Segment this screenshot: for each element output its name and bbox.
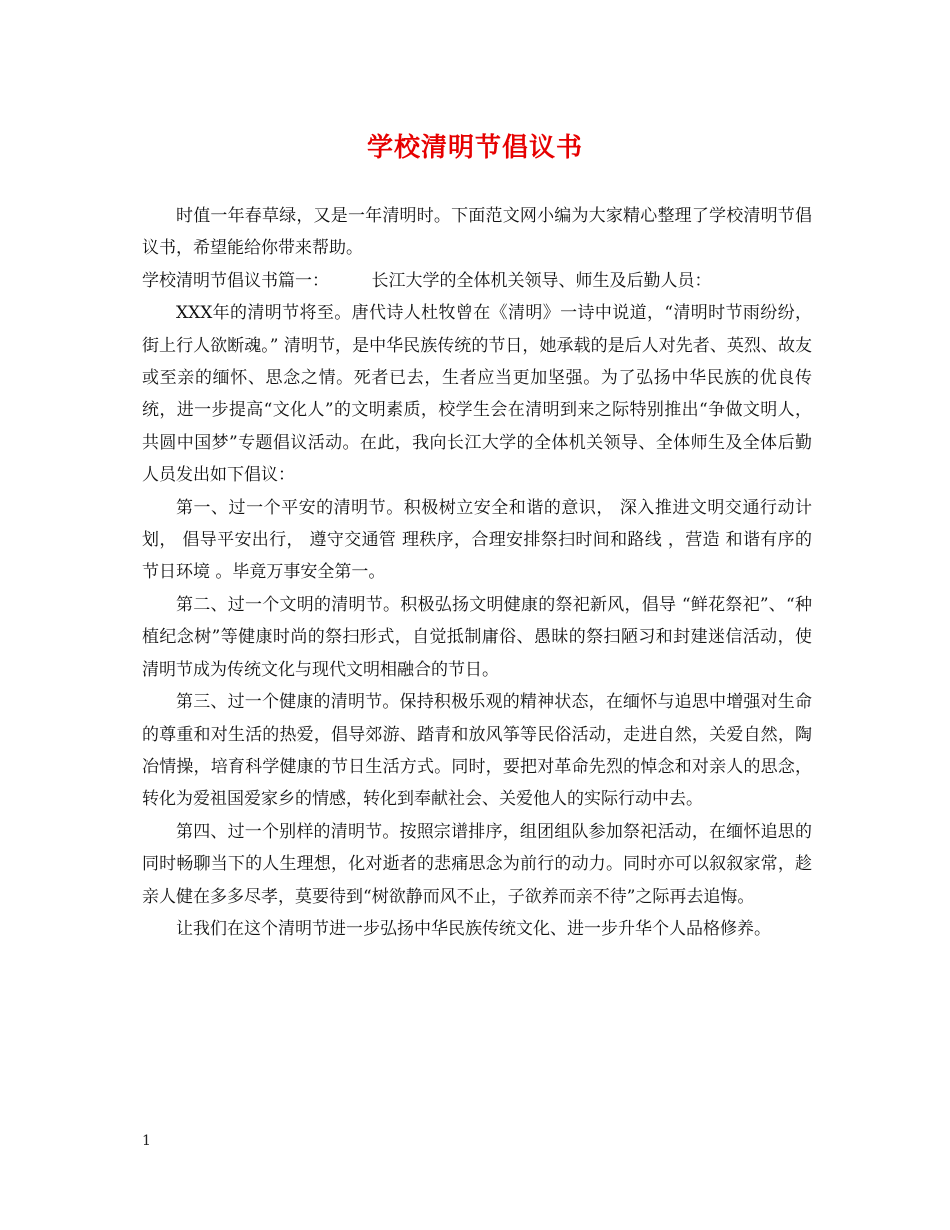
page-number: 1 (142, 1133, 151, 1149)
salutation-line: 学校清明节倡议书篇一： 长江大学的全体机关领导、师生及后勤人员： (142, 270, 712, 291)
document-body (142, 200, 812, 945)
closing-paragraph: 让我们在这个清明节进一步弘扬中华民族传统文化、进一步升华个人品格修养。 (176, 918, 771, 939)
proposal-one-paragraph: 第一、过一个平安的清明节。积极树立安全和谐的意识， 深入推进文明交通行动计划， 倡导平安出行， 遵守交通管 理秩序，合理安排祭扫时间和路线 ，营造 和谐有序的节日环境 。毕竟万事安全第一。 (142, 497, 812, 583)
document-title: 学校清明节倡议书 (366, 133, 583, 163)
proposal-three-paragraph: 第三、过一个健康的清明节。保持积极乐观的精神状态，在缅怀与追思中增强对生命的尊重和对生活的热爱，倡导郊游、踏青和放风筝等民俗活动，走进自然，关爱自然，陶冶情操，培育科学健康的节日生活方式。同时，要把对革命先烈的悼念和对亲人的思念，转化为爱祖国爱家乡的情感，转化到奉献社会、关爱他人的实际行动中去。 (142, 692, 812, 810)
intro-paragraph: 时值一年春草绿，又是一年清明时。下面范文网小编为大家精心整理了学校清明节倡议书，希望能给你带来帮助。 (142, 206, 812, 259)
proposal-four-paragraph: 第四、过一个别样的清明节。按照宗谱排序，组团组队参加祭祀活动，在缅怀追思的同时畅聊当下的人生理想，化对逝者的悲痛思念为前行的动力。同时亦可以叙叙家常，趁亲人健在多多尽孝，莫要待到“树欲静而风不止，子欲养而亲不待”之际再去追悔。 (142, 821, 812, 907)
opening-paragraph: XXX年的清明节将至。唐代诗人杜牧曾在《清明》一诗中说道，“清明时节雨纷纷，街上行人欲断魂。” 清明节，是中华民族传统的节日，她承载的是后人对先者、英烈、故友或至亲的缅怀、思念之情。死者已去，生者应当更加坚强。为了弘扬中华民族的优良传统，进一步提高“文化人”的文明素质，校学生会在清明到来之际特别推出“争做文明人，共圆中国梦”专题倡议活动。在此，我向长江大学的全体机关领导、全体师生及全体后勤人员发出如下倡议： (142, 303, 812, 486)
proposal-two-paragraph: 第二、过一个文明的清明节。积极弘扬文明健康的祭祀新风，倡导 “鲜花祭祀”、“种植纪念树”等健康时尚的祭扫形式，自觉抵制庸俗、愚昧的祭扫陋习和封建迷信活动，使清明节成为传统文化与现代文明相融合的节日。 (142, 594, 812, 680)
